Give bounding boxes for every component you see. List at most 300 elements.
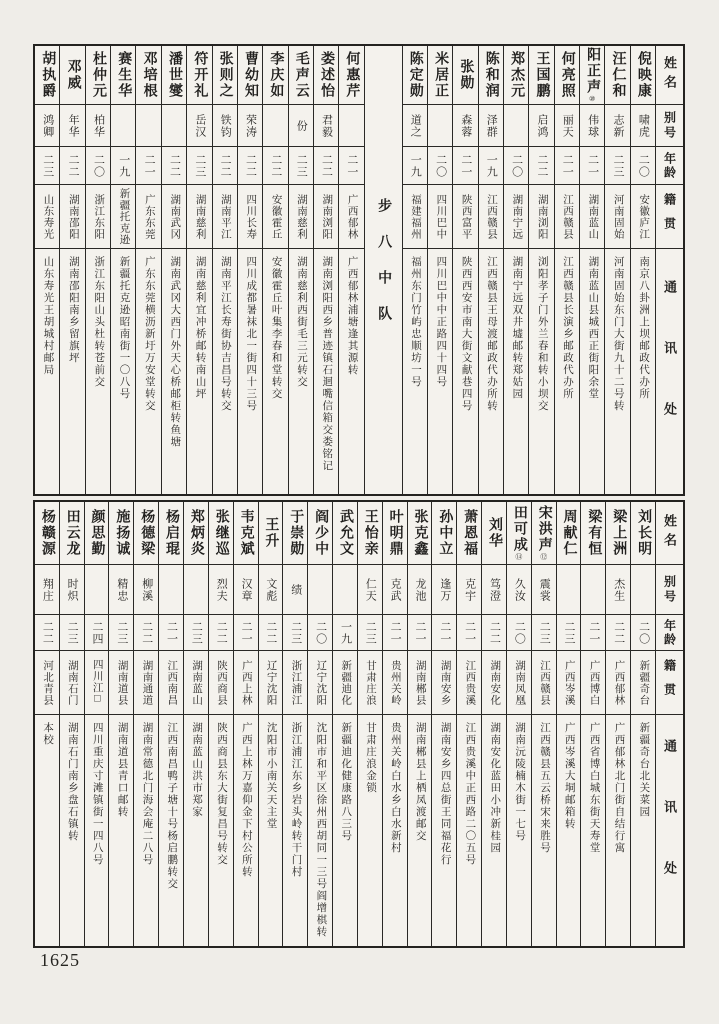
person-origin <box>234 650 258 714</box>
person-column <box>59 46 84 494</box>
person-address <box>187 248 211 494</box>
person-address <box>403 248 427 494</box>
person-age <box>581 614 605 650</box>
person-origin-text: 新疆奇台 <box>638 659 650 706</box>
person-age-text: 二三 <box>289 620 302 645</box>
person-name <box>358 502 382 564</box>
person-age <box>60 614 84 650</box>
person-name <box>631 502 655 564</box>
header-cell-alias <box>656 104 683 146</box>
person-age <box>289 146 313 184</box>
person-column <box>407 502 432 946</box>
person-origin <box>35 184 59 248</box>
person-alias <box>35 564 59 614</box>
person-age <box>234 614 258 650</box>
person-origin-text: 福建福州 <box>409 193 421 240</box>
person-address-text: 四川成都暑袜北一街四十三号 <box>245 256 257 412</box>
person-origin <box>504 184 528 248</box>
person-age <box>263 146 287 184</box>
person-age-text: 二一 <box>438 620 451 645</box>
person-alias <box>333 564 357 614</box>
person-origin-text: 江西南昌 <box>166 659 178 706</box>
person-origin <box>308 650 332 714</box>
person-name-text: 杨德梁 <box>139 509 155 557</box>
person-name <box>60 502 84 564</box>
person-column <box>506 502 531 946</box>
person-column <box>402 46 427 494</box>
person-address <box>289 248 313 494</box>
person-name <box>383 502 407 564</box>
person-name <box>529 46 553 104</box>
person-address-text: 湖南安化蓝田小冲新桂园 <box>489 722 501 854</box>
person-address <box>504 248 528 494</box>
person-address-text: 河南固始东门大街九十二号转 <box>612 256 624 412</box>
person-name <box>85 502 109 564</box>
person-origin-text: 江西赣县 <box>538 659 550 706</box>
person-origin-text: 广西上林 <box>240 659 252 706</box>
person-origin <box>631 650 655 714</box>
person-name-text: 田可成 <box>511 505 527 553</box>
person-alias <box>109 564 133 614</box>
person-name <box>555 46 579 104</box>
person-address <box>263 248 287 494</box>
person-column <box>212 46 237 494</box>
person-origin <box>453 184 477 248</box>
person-alias-text: 杰生 <box>612 577 625 602</box>
person-name-text: 梁上洲 <box>611 509 627 557</box>
person-age-text: 二三 <box>66 620 79 645</box>
person-origin <box>213 184 237 248</box>
person-address <box>136 248 160 494</box>
person-address <box>606 714 630 946</box>
person-alias <box>532 564 556 614</box>
person-name-text: 汪仁和 <box>610 51 626 99</box>
person-age <box>482 614 506 650</box>
person-origin-text: 湖南浏阳 <box>536 193 548 240</box>
person-name-text: 邓威 <box>65 59 81 91</box>
person-name <box>479 46 503 104</box>
person-column <box>630 46 655 494</box>
person-name <box>333 502 357 564</box>
person-name <box>308 502 332 564</box>
person-column <box>110 46 135 494</box>
person-alias-text: 柳溪 <box>140 577 153 602</box>
person-column <box>84 502 109 946</box>
person-age <box>339 146 363 184</box>
person-address-text: 广西上林万嘉仰金下村公所转 <box>240 722 252 878</box>
person-name-text: 阳正声 <box>585 47 601 95</box>
person-alias-text: 笃澄 <box>488 577 501 602</box>
person-alias <box>289 104 313 146</box>
person-name <box>35 46 59 104</box>
person-origin-text: 湖南安化 <box>489 659 501 706</box>
person-address <box>557 714 581 946</box>
person-name-text: 邓培根 <box>141 51 157 99</box>
person-age-text: 一九 <box>409 153 422 178</box>
person-address-text: 南京八卦洲上坝邮政代办所 <box>638 256 650 400</box>
person-address-text: 沈阳市小南关天主堂 <box>265 722 277 830</box>
person-name-text: 赛生华 <box>116 51 132 99</box>
person-address <box>631 714 655 946</box>
person-age <box>213 146 237 184</box>
person-address <box>457 714 481 946</box>
person-name-text: 施扬诚 <box>114 509 130 557</box>
person-alias-text: 震裳 <box>538 577 551 602</box>
person-alias-text: 启鸿 <box>535 113 548 138</box>
person-address <box>259 714 283 946</box>
person-alias-text: 荣涛 <box>244 113 257 138</box>
person-name-text: 萧恩福 <box>462 509 478 557</box>
name-annotation-mark: ⑩ <box>589 95 596 103</box>
person-name-text: 陈定勋 <box>407 51 423 99</box>
person-address <box>555 248 579 494</box>
person-alias-text: 逢万 <box>438 577 451 602</box>
person-address <box>507 714 531 946</box>
person-name-text: 孙中立 <box>437 509 453 557</box>
person-age <box>159 614 183 650</box>
person-alias <box>432 564 456 614</box>
person-address <box>532 714 556 946</box>
person-name <box>457 502 481 564</box>
person-address-text: 湖南邵阳南乡留旗坪 <box>67 256 79 364</box>
person-alias-text: 柏华 <box>92 113 105 138</box>
person-age <box>162 146 186 184</box>
person-address-text: 湖南平江长寿街协吉昌号转交 <box>219 256 231 412</box>
person-column <box>233 502 258 946</box>
person-origin-text: 安徽庐江 <box>638 193 650 240</box>
roster-table-top <box>33 44 685 496</box>
header-cell-alias <box>656 564 683 614</box>
person-name-text: 王怡亲 <box>362 509 378 557</box>
person-age-text: 二二 <box>320 153 333 178</box>
person-origin-text: 湖南平江 <box>219 193 231 240</box>
person-column <box>481 502 506 946</box>
person-age-text: 二〇 <box>637 620 650 645</box>
person-column <box>208 502 233 946</box>
person-age-text: 二一 <box>587 620 600 645</box>
person-name <box>159 502 183 564</box>
roster-table-bottom <box>33 500 685 948</box>
person-origin-text: 浙江浦江 <box>290 659 302 706</box>
person-age <box>479 146 503 184</box>
person-name <box>134 502 158 564</box>
person-origin-text: 山东寿光 <box>42 193 54 240</box>
person-age-text: 二二 <box>41 620 54 645</box>
person-age <box>529 146 553 184</box>
person-name-text: 娄述怡 <box>319 51 335 99</box>
person-column <box>580 502 605 946</box>
person-origin <box>606 650 630 714</box>
person-address-text: 湖南宁远双井墟邮转郑姑园 <box>511 256 523 400</box>
person-name <box>187 46 211 104</box>
person-name <box>557 502 581 564</box>
person-name <box>314 46 338 104</box>
person-address <box>184 714 208 946</box>
person-name-text: 潘世燮 <box>166 51 182 99</box>
person-name-text: 于崇勋 <box>288 509 304 557</box>
person-age-text: 二二 <box>219 153 232 178</box>
person-origin-text: 广西郁林 <box>346 193 358 240</box>
person-address <box>453 248 477 494</box>
person-column <box>556 502 581 946</box>
person-address-text: 广西岑溪大垌邮箱转 <box>563 722 575 830</box>
person-origin <box>289 184 313 248</box>
person-name-text: 梁有恒 <box>586 509 602 557</box>
person-address <box>283 714 307 946</box>
person-origin-text: 江西赣县 <box>562 193 574 240</box>
person-age <box>259 614 283 650</box>
person-alias-text: 道之 <box>409 113 422 138</box>
person-age-text: 二一 <box>345 153 358 178</box>
person-age <box>314 146 338 184</box>
person-address <box>159 714 183 946</box>
person-age <box>209 614 233 650</box>
person-address <box>60 714 84 946</box>
person-address <box>162 248 186 494</box>
person-address-text: 陕西商县东大街复昌号转交 <box>215 722 227 866</box>
person-address-text: 贵州关岭白水乡白水新村 <box>389 722 401 854</box>
person-origin-text: 辽宁沈阳 <box>265 659 277 706</box>
person-column <box>332 502 357 946</box>
person-name-text: 郑杰元 <box>509 51 525 99</box>
person-address <box>580 248 604 494</box>
person-column <box>161 46 186 494</box>
person-origin <box>432 650 456 714</box>
person-age <box>383 614 407 650</box>
person-name <box>606 502 630 564</box>
person-column <box>382 502 407 946</box>
person-alias <box>529 104 553 146</box>
person-alias-text: 精忠 <box>115 577 128 602</box>
person-age <box>35 614 59 650</box>
person-origin <box>532 650 556 714</box>
person-origin <box>209 650 233 714</box>
person-alias <box>339 104 363 146</box>
person-age-text: 二四 <box>91 620 104 645</box>
person-alias <box>60 104 84 146</box>
person-address-text: 湖南沅陵楠木街一七号 <box>514 722 526 842</box>
person-alias-text: 烈夫 <box>215 577 228 602</box>
person-origin <box>187 184 211 248</box>
person-column <box>357 502 382 946</box>
person-origin <box>358 650 382 714</box>
person-age-text: 二三 <box>295 153 308 178</box>
person-name <box>507 502 531 564</box>
person-alias <box>283 564 307 614</box>
person-column <box>554 46 579 494</box>
person-origin-text: 四川巴中 <box>435 193 447 240</box>
person-age-text: 二三 <box>115 620 128 645</box>
person-name-text: 武允文 <box>337 509 353 557</box>
person-name <box>86 46 110 104</box>
person-name-text: 杜仲元 <box>90 51 106 99</box>
person-address-text: 本校 <box>42 722 54 746</box>
person-address-text: 江西赣县五云桥宋来胜号 <box>538 722 550 854</box>
person-alias <box>238 104 262 146</box>
person-origin-text: 江西赣县 <box>486 193 498 240</box>
person-address <box>209 714 233 946</box>
person-origin-text: 浙江东阳 <box>93 193 105 240</box>
person-age <box>606 614 630 650</box>
person-alias-text: 克武 <box>389 577 402 602</box>
person-name <box>408 502 432 564</box>
person-name-text: 曹幼知 <box>243 51 259 99</box>
header-cell-name-text: 姓名 <box>662 56 677 94</box>
person-address-text: 广东东莞横沥新圩万安堂转交 <box>143 256 155 412</box>
person-origin <box>457 650 481 714</box>
person-age <box>532 614 556 650</box>
person-alias-text: 泽群 <box>485 113 498 138</box>
header-cell-age <box>656 146 683 184</box>
person-origin <box>162 184 186 248</box>
person-address <box>85 714 109 946</box>
person-age <box>308 614 332 650</box>
person-age-text: 二一 <box>561 153 574 178</box>
person-age-text: 二〇 <box>314 620 327 645</box>
person-address <box>308 714 332 946</box>
person-address <box>134 714 158 946</box>
unit-label: 步八中队 <box>376 198 392 342</box>
person-name-text: 符开礼 <box>192 51 208 99</box>
person-name-text: 王升 <box>263 517 279 549</box>
person-age-text: 二二 <box>535 153 548 178</box>
person-age <box>333 614 357 650</box>
header-cell-origin <box>656 650 683 714</box>
person-age-text: 二二 <box>488 620 501 645</box>
person-origin-text: 湖南武冈 <box>169 193 181 240</box>
person-address-text: 湖南道县青口邮转 <box>116 722 128 818</box>
person-name <box>580 46 604 104</box>
person-name-text: 胡执爵 <box>40 51 56 99</box>
person-column <box>85 46 110 494</box>
person-address <box>581 714 605 946</box>
person-name-text: 刘长明 <box>636 509 652 557</box>
person-alias-text: 份 <box>295 119 308 132</box>
person-alias <box>35 104 59 146</box>
person-origin <box>428 184 452 248</box>
header-cell-origin <box>656 184 683 248</box>
person-age-text: 二二 <box>67 153 80 178</box>
person-address-text: 湖南蓝山洪市郑家 <box>191 722 203 818</box>
person-address-text: 四川重庆寸滩镇街一四八号 <box>91 722 103 866</box>
person-alias-text: 丽天 <box>561 113 574 138</box>
person-alias <box>453 104 477 146</box>
header-cell-address-text: 通讯处 <box>662 739 677 922</box>
person-address <box>314 248 338 494</box>
person-age-text: 二一 <box>463 620 476 645</box>
person-name <box>111 46 135 104</box>
person-name-text: 陈和润 <box>483 51 499 99</box>
person-alias <box>259 564 283 614</box>
person-alias-text: 森蓉 <box>459 113 472 138</box>
person-origin <box>238 184 262 248</box>
person-age <box>428 146 452 184</box>
person-name-text: 何惠芹 <box>344 51 360 99</box>
person-alias-text: 翔庄 <box>41 577 54 602</box>
person-origin-text: 四川江□ <box>91 659 103 706</box>
person-alias <box>234 564 258 614</box>
person-age-text: 二〇 <box>92 153 105 178</box>
person-origin <box>314 184 338 248</box>
person-alias <box>428 104 452 146</box>
person-origin-text: 湖南凤凰 <box>514 659 526 706</box>
person-alias <box>631 564 655 614</box>
person-name-text: 宋洪声 <box>536 505 552 553</box>
person-column <box>605 502 630 946</box>
person-alias <box>213 104 237 146</box>
person-origin-text: 广西岑溪 <box>563 659 575 706</box>
person-origin <box>184 650 208 714</box>
person-origin-text: 新疆托克逊 <box>118 187 130 246</box>
person-address-text: 江西贵溪中正西路二〇五号 <box>464 722 476 866</box>
person-age <box>432 614 456 650</box>
person-address <box>234 714 258 946</box>
person-alias-text: 铁钧 <box>219 113 232 138</box>
person-origin-text: 湖南郴县 <box>414 659 426 706</box>
person-age-text: 二二 <box>612 620 625 645</box>
header-cell-age-text: 年龄 <box>662 618 677 647</box>
person-address-text: 湖南慈利宜冲桥邮转南山坪 <box>194 256 206 400</box>
person-name <box>263 46 287 104</box>
person-origin <box>507 650 531 714</box>
person-name <box>289 46 313 104</box>
person-address-text: 新疆迪化健康路八三号 <box>340 722 352 842</box>
person-address-text: 湖南慈利西街毛三元转交 <box>295 256 307 388</box>
person-age-text: 二三 <box>190 620 203 645</box>
person-column <box>579 46 604 494</box>
person-origin <box>529 184 553 248</box>
person-name-text: 杨赣源 <box>39 509 55 557</box>
person-address-text: 湖南常德北门海会庵二八号 <box>141 722 153 866</box>
person-age <box>109 614 133 650</box>
person-origin <box>482 650 506 714</box>
person-origin-text: 湖南邵阳 <box>67 193 79 240</box>
person-age <box>85 614 109 650</box>
header-cell-address-text: 通讯处 <box>662 280 677 463</box>
person-origin <box>479 184 503 248</box>
person-column <box>307 502 332 946</box>
header-column <box>655 46 683 494</box>
person-name <box>283 502 307 564</box>
person-age <box>111 146 135 184</box>
person-origin-text: 湖南蓝山 <box>587 193 599 240</box>
name-annotation-mark: ⑭ <box>515 553 523 561</box>
person-alias-text: 克宇 <box>463 577 476 602</box>
person-name <box>339 46 363 104</box>
person-age-text: 二一 <box>240 620 253 645</box>
person-column <box>478 46 503 494</box>
person-age-text: 二〇 <box>513 620 526 645</box>
person-alias <box>308 564 332 614</box>
person-alias-text: 君毅 <box>320 113 333 138</box>
person-name <box>605 46 629 104</box>
person-column <box>282 502 307 946</box>
person-age <box>184 614 208 650</box>
person-origin <box>134 650 158 714</box>
person-alias-text: 岳汉 <box>193 113 206 138</box>
person-address-text: 安徽霍丘叶集李春和堂转交 <box>270 256 282 400</box>
person-name-text: 杨启琨 <box>164 509 180 557</box>
person-address-text: 江西南昌鸭子塘十号杨启鹏转交 <box>166 722 178 890</box>
person-address-text: 四川巴中中正路四十四号 <box>435 256 447 388</box>
person-name <box>184 502 208 564</box>
person-origin <box>109 650 133 714</box>
person-name-text: 田云龙 <box>64 509 80 557</box>
person-origin-text: 河北青县 <box>42 659 54 706</box>
person-alias <box>184 564 208 614</box>
person-age-text: 一九 <box>117 153 130 178</box>
person-name <box>60 46 84 104</box>
